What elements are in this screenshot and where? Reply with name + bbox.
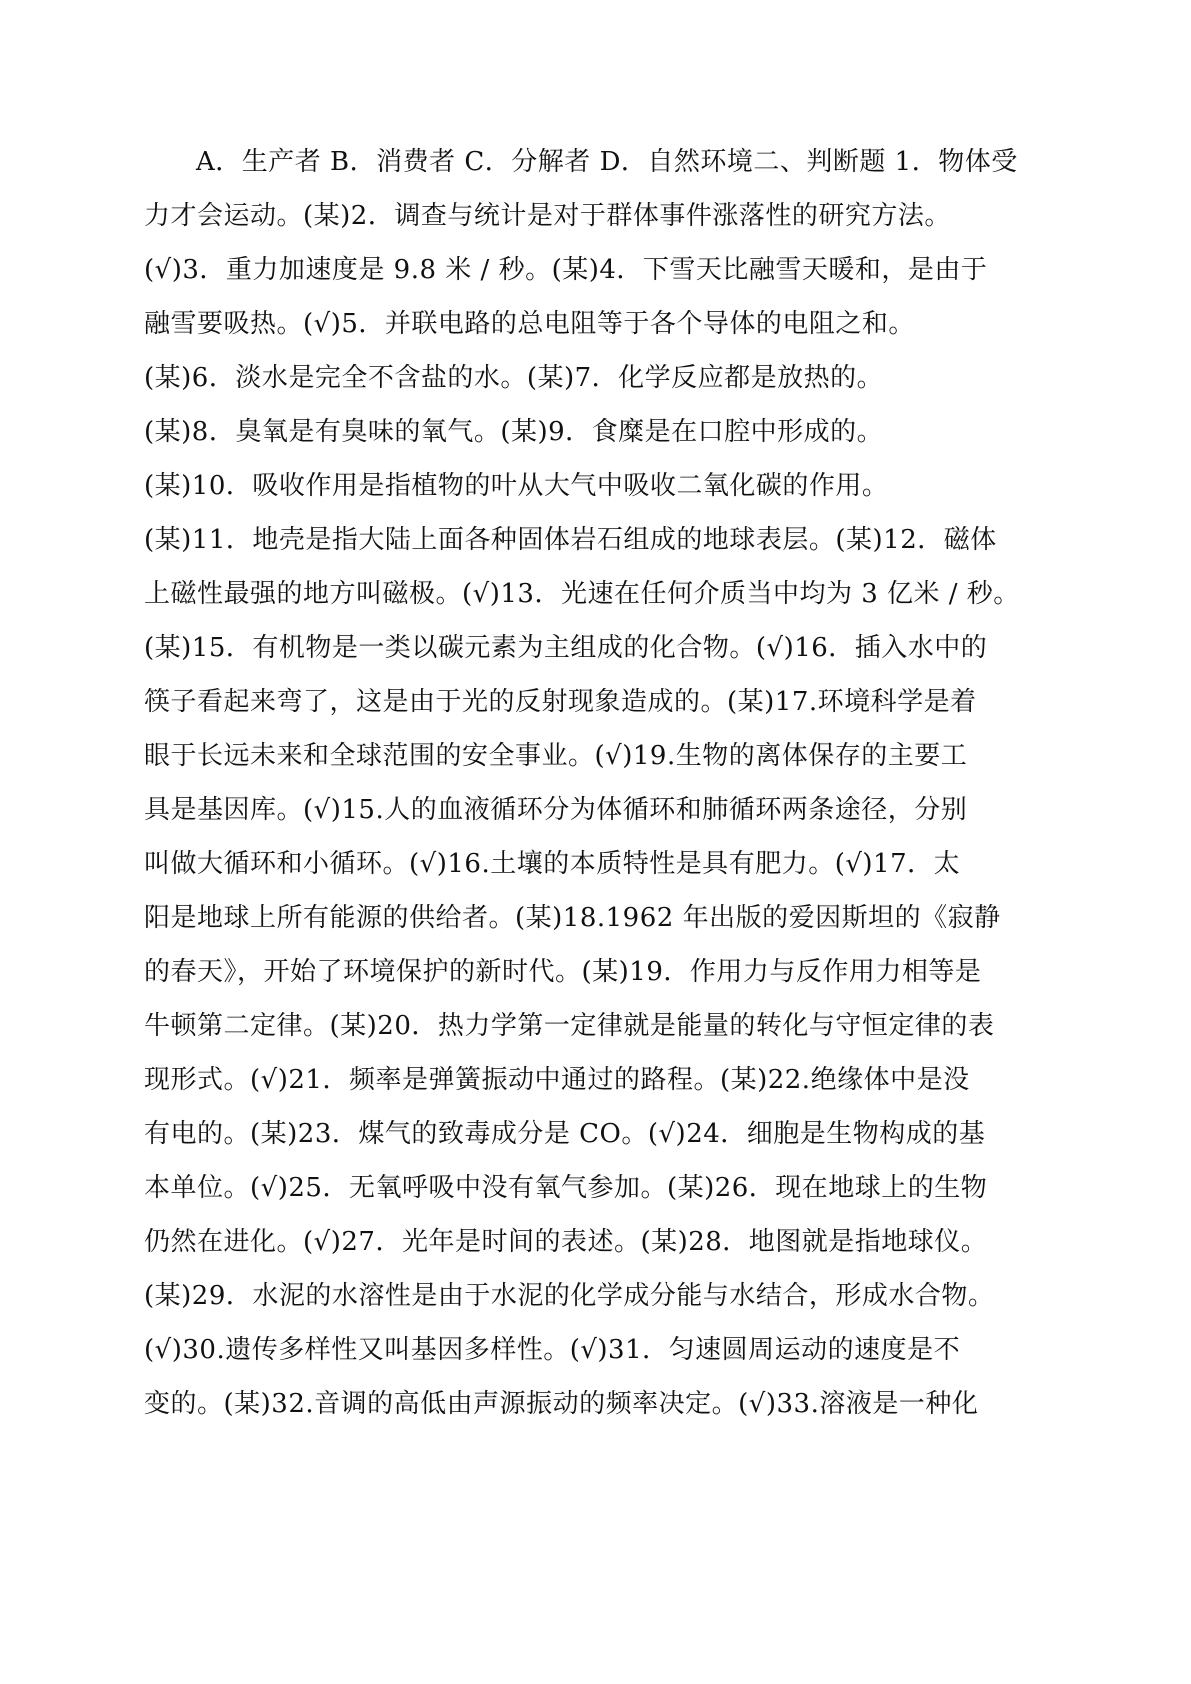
text-line: 本单位。(√)25．无氧呼吸中没有氧气参加。(某)26．现在地球上的生物 <box>144 1173 988 1203</box>
text-line: 眼于长远未来和全球范围的安全事业。(√)19.生物的离体保存的主要工 <box>144 741 968 771</box>
text-line: 的春天》，开始了环境保护的新时代。(某)19．作用力与反作用力相等是 <box>144 957 982 987</box>
text-line: A．生产者 B．消费者 C．分解者 D．自然环境二、判断题 1．物体受 <box>196 147 1018 177</box>
text-line: 具是基因库。(√)15.人的血液循环分为体循环和肺循环两条途径，分别 <box>144 795 968 825</box>
text-line: 变的。(某)32.音调的高低由声源振动的频率决定。(√)33.溶液是一种化 <box>144 1389 979 1419</box>
text-line: 筷子看起来弯了，这是由于光的反射现象造成的。(某)17.环境科学是着 <box>144 687 977 717</box>
text-line: (√)3．重力加速度是 9.8 米 / 秒。(某)4．下雪天比融雪天暖和，是由于 <box>144 255 988 285</box>
text-line: (√)30.遗传多样性又叫基因多样性。(√)31．匀速圆周运动的速度是不 <box>144 1335 961 1365</box>
text-line: 仍然在进化。(√)27．光年是时间的表述。(某)28．地图就是指地球仪。 <box>144 1227 988 1257</box>
text-line: 阳是地球上所有能源的供给者。(某)18.1962 年出版的爱因斯坦的《寂静 <box>144 903 1001 933</box>
text-line: 上磁性最强的地方叫磁极。(√)13．光速在任何介质当中均为 3 亿米 / 秒。 <box>144 579 1020 609</box>
text-line: (某)11．地壳是指大陆上面各种固体岩石组成的地球表层。(某)12．磁体 <box>144 525 997 555</box>
text-line: (某)29．水泥的水溶性是由于水泥的化学成分能与水结合，形成水合物。 <box>144 1281 995 1311</box>
text-line: (某)6．淡水是完全不含盐的水。(某)7．化学反应都是放热的。 <box>144 363 884 393</box>
text-line: 融雪要吸热。(√)5．并联电路的总电阻等于各个导体的电阻之和。 <box>144 309 915 339</box>
text-line: 有电的。(某)23．煤气的致毒成分是 CO。(√)24．细胞是生物构成的基 <box>144 1119 986 1149</box>
text-line: (某)8．臭氧是有臭味的氧气。(某)9．食糜是在口腔中形成的。 <box>144 417 884 447</box>
document-body <box>144 135 1064 1431</box>
text-line: (某)15．有机物是一类以碳元素为主组成的化合物。(√)16．插入水中的 <box>144 633 988 663</box>
text-line: 叫做大循环和小循环。(√)16.土壤的本质特性是具有肥力。(√)17．太 <box>144 849 961 879</box>
text-line: (某)10．吸收作用是指植物的叶从大气中吸收二氧化碳的作用。 <box>144 471 889 501</box>
text-line: 力才会运动。(某)2．调查与统计是对于群体事件涨落性的研究方法。 <box>144 201 951 231</box>
text-line: 牛顿第二定律。(某)20．热力学第一定律就是能量的转化与守恒定律的表 <box>144 1011 995 1041</box>
text-line: 现形式。(√)21．频率是弹簧振动中通过的路程。(某)22.绝缘体中是没 <box>144 1065 970 1095</box>
